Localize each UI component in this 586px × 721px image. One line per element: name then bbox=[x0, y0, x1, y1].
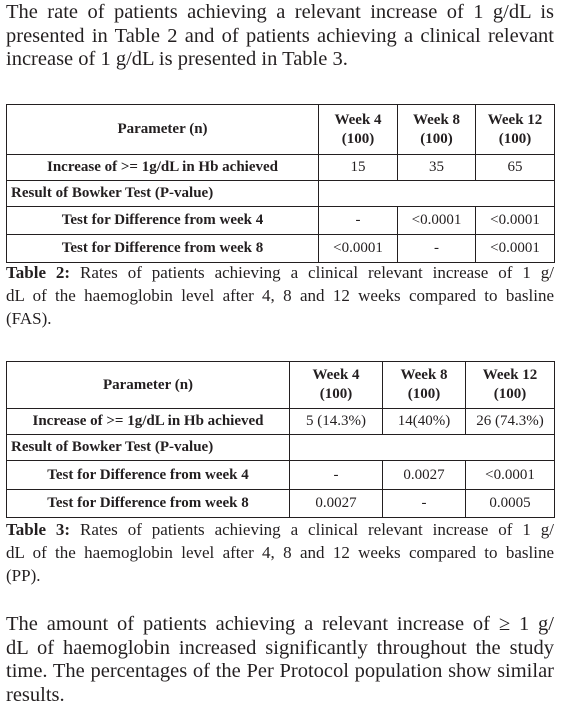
section-row bbox=[7, 435, 555, 461]
intro-line-3: increase of 1 g/dL is presented in Table 3. bbox=[6, 48, 348, 70]
caption-line-3: (PP). bbox=[6, 566, 41, 585]
cell-week8: - bbox=[383, 490, 466, 518]
table-2-header-row bbox=[7, 105, 555, 155]
intro-line-2: presented in Table 2 and of patients achieving a clinical relevant bbox=[6, 24, 554, 47]
table-row bbox=[7, 461, 555, 490]
caption-line-2: dL of the haemoglobin level after 4, 8 and 12 weeks compared to basline bbox=[6, 543, 554, 562]
cell-week12: <0.0001 bbox=[466, 461, 555, 490]
row-label: Test for Difference from week 4 bbox=[7, 461, 290, 490]
week8-header: Week 8 (100) bbox=[398, 105, 476, 155]
cell-week4: - bbox=[290, 461, 383, 490]
cell-week8: <0.0001 bbox=[398, 207, 476, 235]
cell-week4: 5 (14.3%) bbox=[290, 409, 383, 435]
row-label: Test for Difference from week 4 bbox=[7, 207, 319, 235]
cell-week8: 0.0027 bbox=[383, 461, 466, 490]
table-row bbox=[7, 490, 555, 518]
table-2 bbox=[6, 104, 555, 263]
week12-header: Week 12 (100) bbox=[466, 362, 555, 409]
parameter-header: Parameter (n) bbox=[7, 105, 319, 155]
cell-week12: <0.0001 bbox=[476, 207, 555, 235]
section-empty bbox=[290, 435, 555, 461]
cell-week4: - bbox=[319, 207, 398, 235]
cell-week8: 35 bbox=[398, 155, 476, 181]
cell-week4: <0.0001 bbox=[319, 235, 398, 263]
cell-week4: 15 bbox=[319, 155, 398, 181]
cell-week12: <0.0001 bbox=[476, 235, 555, 263]
table-3-header-row bbox=[7, 362, 555, 409]
caption-line-3: (FAS). bbox=[6, 309, 52, 328]
cell-week12: 26 (74.3%) bbox=[466, 409, 555, 435]
section-label: Result of Bowker Test (P-value) bbox=[7, 181, 319, 207]
section-label: Result of Bowker Test (P-value) bbox=[7, 435, 290, 461]
cell-week12: 65 bbox=[476, 155, 555, 181]
caption-line-1: Rates of patients achieving a clinical relevant increase of 1 g/ bbox=[80, 263, 554, 282]
closing-line-3: time. The percentages of the Per Protocol population show similar bbox=[6, 660, 554, 682]
intro-line-1: The rate of patients achieving a relevant increase of 1 g/dL is bbox=[6, 1, 554, 23]
section-row bbox=[7, 181, 555, 207]
closing-line-4: results. bbox=[6, 683, 65, 706]
table-row bbox=[7, 235, 555, 263]
caption-label: Table 2: bbox=[6, 263, 71, 282]
cell-week8: 14(40%) bbox=[383, 409, 466, 435]
section-empty bbox=[319, 181, 555, 207]
closing-paragraph bbox=[6, 613, 554, 707]
parameter-header: Parameter (n) bbox=[7, 362, 290, 409]
week12-header: Week 12 (100) bbox=[476, 105, 555, 155]
closing-line-2: dL of haemoglobin increased significantly throughout the study bbox=[6, 636, 554, 659]
table-3-caption bbox=[6, 518, 554, 587]
caption-label: Table 3: bbox=[6, 520, 71, 539]
row-label: Test for Difference from week 8 bbox=[7, 235, 319, 263]
table-row bbox=[7, 409, 555, 435]
table-3 bbox=[6, 361, 555, 518]
week4-header: Week 4 (100) bbox=[290, 362, 383, 409]
table-2-caption bbox=[6, 261, 554, 330]
row-label: Increase of >= 1g/dL in Hb achieved bbox=[7, 155, 319, 181]
cell-week12: 0.0005 bbox=[466, 490, 555, 518]
closing-line-1: The amount of patients achieving a relevant increase of ≥ 1 g/ bbox=[6, 613, 554, 635]
cell-week8: - bbox=[398, 235, 476, 263]
row-label: Test for Difference from week 8 bbox=[7, 490, 290, 518]
week8-header: Week 8 (100) bbox=[383, 362, 466, 409]
intro-paragraph bbox=[6, 1, 554, 72]
caption-line-1: Rates of patients achieving a clinical relevant increase of 1 g/ bbox=[80, 520, 554, 539]
table-row bbox=[7, 207, 555, 235]
row-label: Increase of >= 1g/dL in Hb achieved bbox=[7, 409, 290, 435]
cell-week4: 0.0027 bbox=[290, 490, 383, 518]
week4-header: Week 4 (100) bbox=[319, 105, 398, 155]
table-row bbox=[7, 155, 555, 181]
caption-line-2: dL of the haemoglobin level after 4, 8 and 12 weeks compared to basline bbox=[6, 286, 554, 305]
